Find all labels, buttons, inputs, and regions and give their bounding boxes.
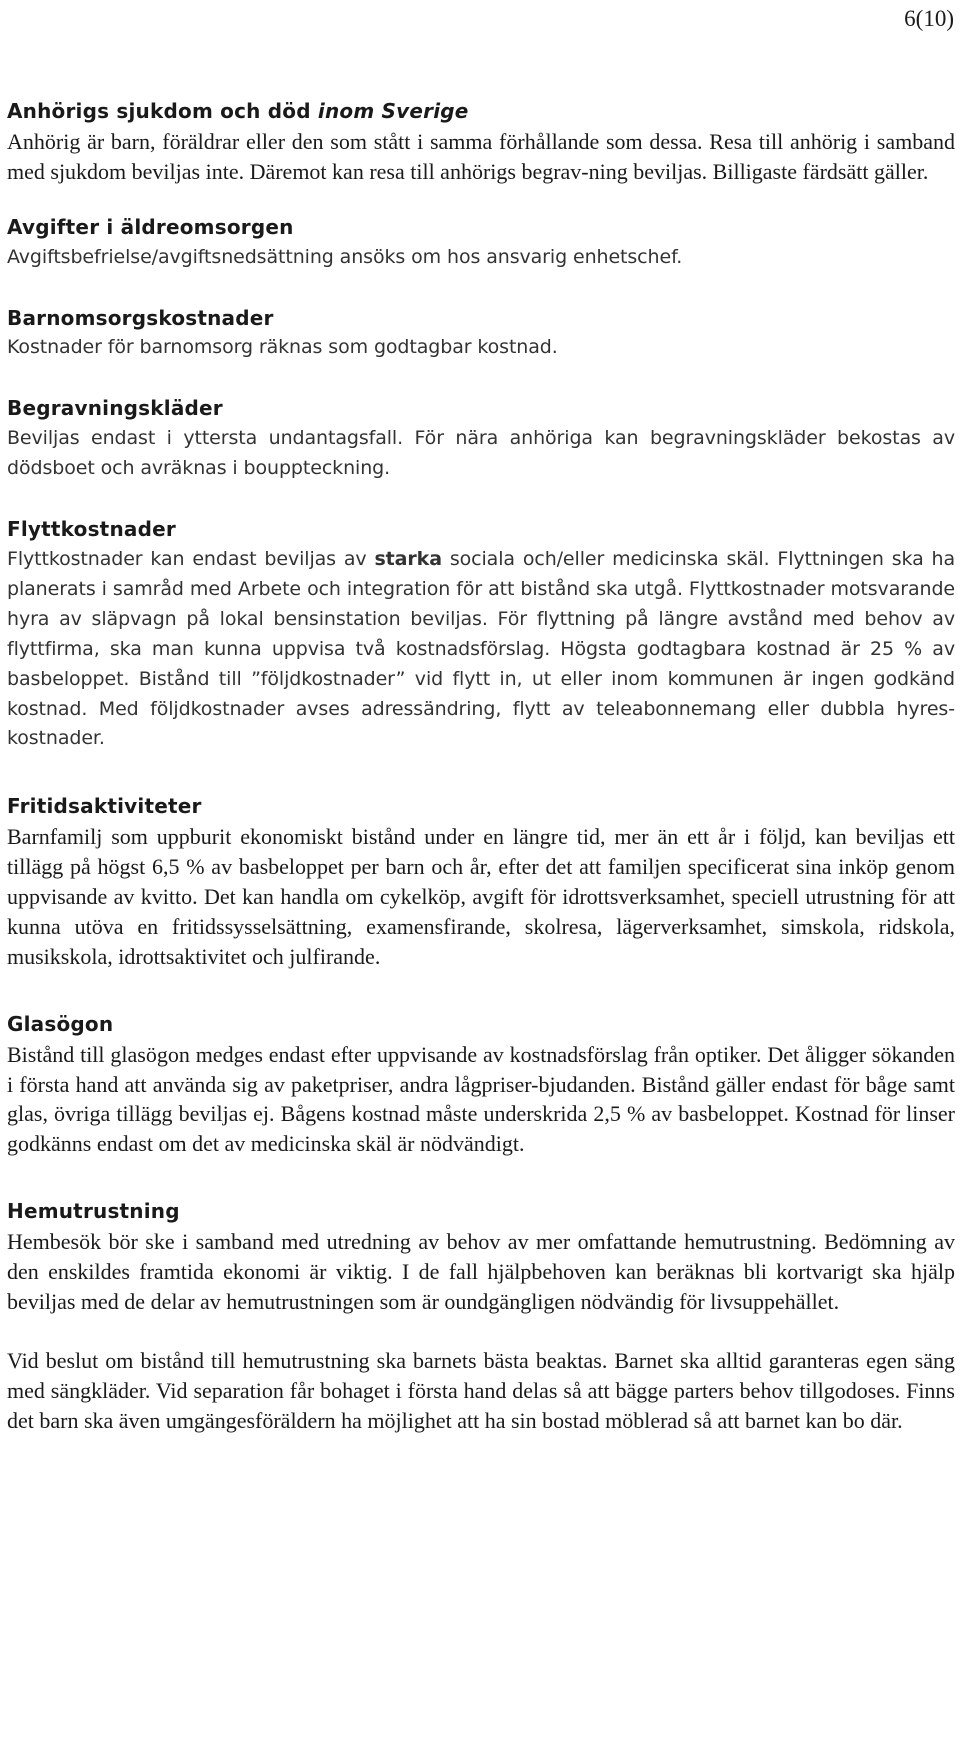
section-glasogon [7, 1010, 955, 1160]
section-heading-emphasis: inom Sverige [317, 99, 469, 123]
section-heading: Avgifter i äldreomsorgen [7, 214, 294, 239]
paragraph-text: Flyttkostnader kan endast beviljas av [7, 547, 375, 570]
section-paragraph: Barnfamilj som uppburit ekonomiskt bistånd under en längre tid, mer än ett år i följd, kan beviljas ett tillägg på högst 6,5 % av basbeloppet per barn och år, efter det att familjen specificerat sina inköp genom uppvisande av kvitto. Det kan handla om cykelköp, avgift för idrottsverksamhet, speciell utrustning för att kunna utöva en fritidssysselsättning, examensfirande, skolresa, lägerverksamhet, simskola, ridskola, musikskola, idrottsaktivitet och julfirande. [7, 824, 955, 969]
section-heading: Hemutrustning [7, 1199, 180, 1224]
paragraph-text: sociala och/eller medicinska skäl. Flyttningen ska ha planerats i samråd med Arbete och integration för att bistånd ska utgå. Flyttkostnader motsvarande hyra av släpvagn på lokal bensinstation beviljas. För flyttning på längre avstånd med behov av flyttfirma, ska man kunna uppvisa två kostnadsförslag. Högsta godtagbara kostnad är 25 % av basbeloppet. Bistånd till ”följdkostnader” vid flytt in, ut eller inom kommunen är ingen godkänd kostnad. Med följdkostnader avses adressändring, flytt av teleabonnemang eller dubbla hyres-kostnader. [7, 547, 955, 750]
section-begravningsklader [7, 394, 955, 484]
section-heading: Barnomsorgskostnader [7, 305, 274, 330]
section-heading: Flyttkostnader [7, 517, 176, 542]
section-flyttkostnader [7, 515, 955, 754]
section-paragraph [7, 545, 955, 754]
section-heading: Fritidsaktiviteter [7, 794, 202, 819]
section-paragraph: Kostnader för barnomsorg räknas som godtagbar kostnad. [7, 336, 558, 359]
section-paragraph: Bistånd till glasögon medges endast efter uppvisande av kostnadsförslag från optiker. Det åligger sökanden i första hand att använda sig av paketpriser, andra lågpriser-bjudanden. Bistånd gäller endast för båge samt glas, övriga tillägg beviljas ej. Bågens kostnad måste underskrida 2,5 % av basbeloppet. Kostnad för linser godkänns endast om det av medicinska skäl är nödvändigt. [7, 1041, 955, 1157]
section-paragraph: Hembesök bör ske i samband med utredning av behov av mer omfattande hemutrustning. Bedömning av den enskildes framtida ekonomi är viktig. I de fall hjälpbehoven kan beräknas bli kortvarigt ska hjälp beviljas med de delar av hemutrustningen som är oundgängligen nödvändig för livsuppehället. [7, 1229, 955, 1314]
section-paragraph: Avgiftsbefrielse/avgiftsnedsättning ansöks om hos ansvarig enhetschef. [7, 245, 683, 268]
paragraph-emphasis: starka [374, 547, 442, 570]
section-hemutrustning [7, 1197, 955, 1435]
section-heading [7, 97, 955, 127]
section-avgifter-aldreomsorgen [7, 213, 955, 273]
section-heading-text: Anhörigs sjukdom och död [7, 99, 318, 123]
section-barnomsorgskostnader [7, 304, 955, 364]
section-paragraph: Vid beslut om bistånd till hemutrustning ska barnets bästa beaktas. Barnet ska alltid garanteras egen säng med sängkläder. Vid separation får bohaget i första hand delas så att bägge parters behov tillgodoses. Finns det barn ska även umgängesföräldern ha möjlighet att ha sin bostad möblerad så att barnet kan bo där. [7, 1347, 955, 1433]
document-body [7, 97, 955, 1436]
page-number: 6(10) [904, 6, 954, 31]
section-paragraph: Anhörig är barn, föräldrar eller den som stått i samma förhållande som dessa. Resa till anhörig i samband med sjukdom beviljas inte. Däremot kan resa till anhörigs begrav-ning beviljas. Billigaste färdsätt gäller. [7, 128, 955, 184]
section-paragraph: Beviljas endast i yttersta undantagsfall. För nära anhöriga kan begravningskläder bekostas av dödsboet och avräknas i bouppteckning. [7, 427, 955, 480]
section-anhorigs-sjukdom [7, 97, 955, 187]
section-fritidsaktiviteter [7, 792, 955, 971]
section-heading: Glasögon [7, 1011, 114, 1036]
section-heading: Begravningskläder [7, 396, 223, 421]
